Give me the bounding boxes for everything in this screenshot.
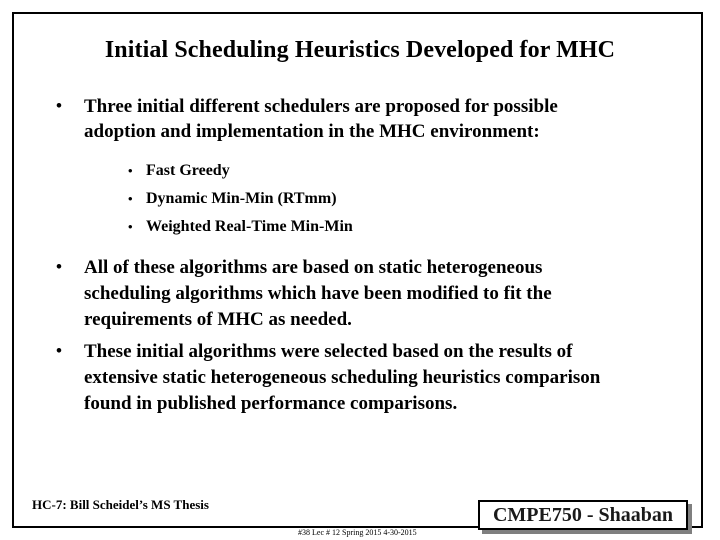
- sub-bullet-marker: •: [128, 163, 133, 178]
- sub-bullet-dynamic-min-min: Dynamic Min-Min (RTmm): [146, 190, 337, 207]
- bullet-2-line-1: All of these algorithms are based on static heterogeneous: [84, 257, 543, 278]
- bullet-marker: •: [56, 257, 62, 276]
- sub-bullet-marker: •: [128, 219, 133, 234]
- footer-lecture-info: #38 Lec # 12 Spring 2015 4-30-2015: [298, 528, 417, 537]
- footer-source: HC-7: Bill Scheidel’s MS Thesis: [32, 497, 209, 512]
- bullet-1-line-1: Three initial different schedulers are proposed for possible: [84, 96, 558, 117]
- sub-bullet-weighted-real-time-min-min: Weighted Real-Time Min-Min: [146, 218, 353, 235]
- bullet-1-line-2: adoption and implementation in the MHC environment:: [84, 121, 540, 142]
- bullet-3-line-2: extensive static heterogeneous scheduling heuristics comparison: [84, 367, 601, 388]
- bullet-marker: •: [56, 341, 62, 360]
- bullet-2-line-3: requirements of MHC as needed.: [84, 309, 352, 330]
- bullet-3-line-3: found in published performance comparisons.: [84, 393, 458, 414]
- course-label: CMPE750 - Shaaban: [492, 504, 674, 526]
- course-badge: [478, 500, 688, 530]
- bullet-marker: •: [56, 96, 62, 115]
- bullet-3-line-1: These initial algorithms were selected based on the results of: [84, 341, 573, 362]
- slide-title: Initial Scheduling Heuristics Developed for MHC: [104, 37, 616, 63]
- sub-bullet-marker: •: [128, 191, 133, 206]
- sub-bullet-fast-greedy: Fast Greedy: [146, 162, 230, 179]
- bullet-2-line-2: scheduling algorithms which have been modified to fit the: [84, 283, 552, 304]
